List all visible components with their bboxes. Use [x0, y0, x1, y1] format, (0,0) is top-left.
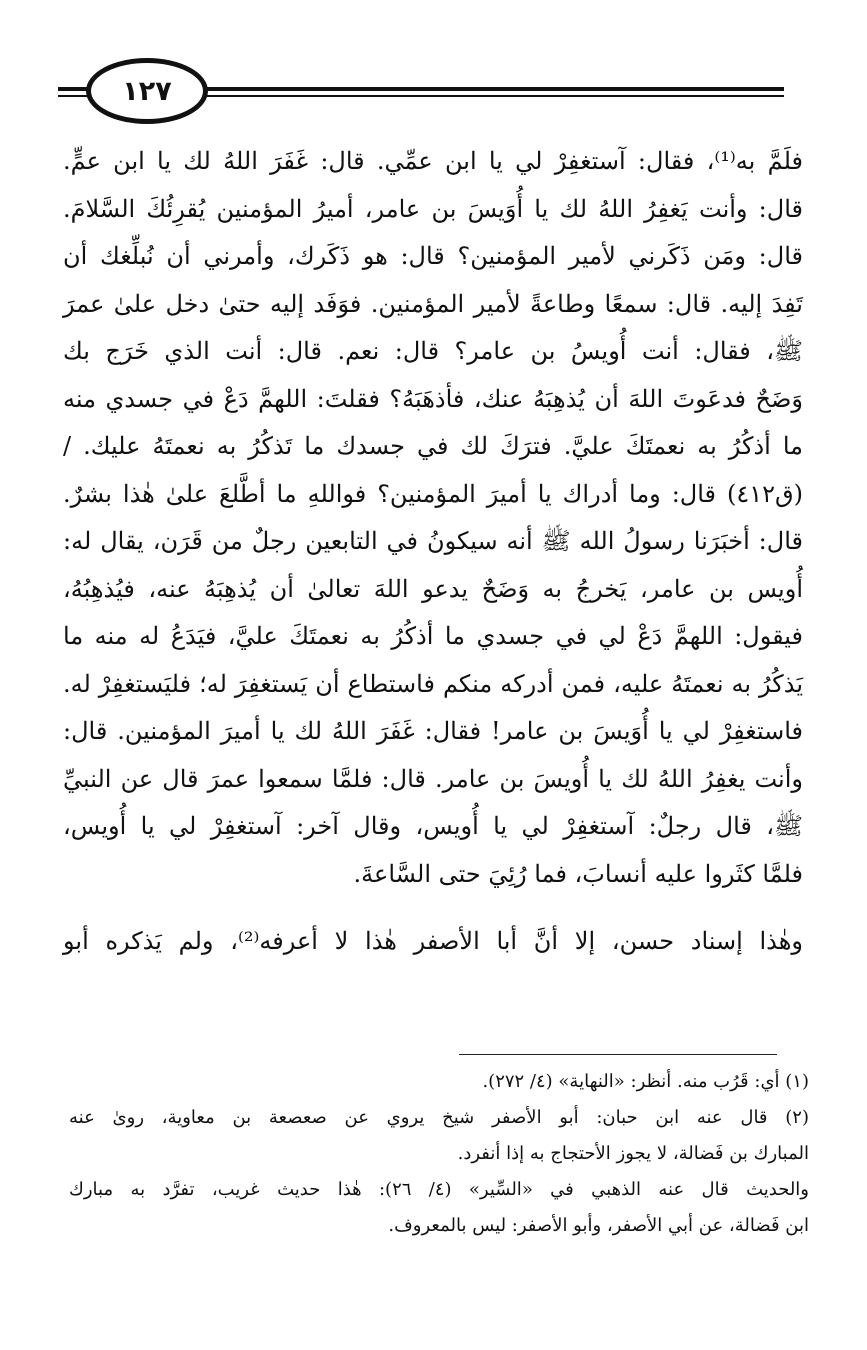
page-header [58, 58, 784, 130]
paragraph-line: وهٰذا إسناد حسن، إلا أنَّ أبا الأصفر هٰذا لا أعرفه⁽²⁾، ولم يَذكره أبو [63, 927, 803, 955]
text-line: أُويس بن عامر، يَخرجُ به وَضَحٌ يدعو اللهَ تعالىٰ أن يُذهِبَهُ عنه، فيُذهِبُهُ، [63, 574, 803, 603]
footnote-1: (١) أي: قَرُب منه. أنظر: «النهاية» (٤/ ٢٧٢). [482, 1071, 809, 1092]
page-number: ١٢٧ [122, 75, 172, 107]
footnote-2: (٢) قال عنه ابن حبان: أبو الأصفر شيخ يروي عن صعصعة بن معاوية، روىٰ عنه [69, 1107, 809, 1128]
footnote-separator [459, 1054, 777, 1055]
text-line: فلَمَّ به⁽¹⁾، فقال: آستغفِرْ لي يا ابن عمِّي. قال: غَفَرَ اللهُ لك يا ابن عمٍّ. [63, 147, 803, 175]
text-line: قال: وأنت يَغفِرُ اللهُ لك يا أُوَيسَ بن عامر، أميرُ المؤمنين يُقرِئُكَ السَّلامَ. [63, 194, 803, 223]
text-line: (ق٤١٢) قال: وما أدراك يا أميرَ المؤمنين؟ فواللهِ ما أطَّلعَ علىٰ هٰذا بشرٌ. [63, 479, 803, 508]
footnote-2-continued: والحديث قال عنه الذهبي في «السِّير» (٤/ ٢٦): هٰذا حديث غريب، تفرَّد به مبارك [69, 1179, 809, 1200]
footnotes [69, 1064, 809, 1244]
main-text [63, 138, 803, 966]
text-line: تَفِدَ إليه. قال: سمعًا وطاعةً لأمير المؤمنين. فوَفَد إليه حتىٰ دخل علىٰ عمرَ [63, 289, 803, 318]
text-line: ﷺ، قال رجلٌ: آستغفِرْ لي يا أُويس، وقال آخر: آستغفِرْ لي يا أُويس، [63, 812, 803, 840]
footnote-2-continued: المبارك بن فَضالة، لا يجوز الأحتجاج به إذا أنفرد. [457, 1143, 809, 1164]
text-line: وأنت يغفِرُ اللهُ لك يا أُويسَ بن عامر. قال: فلمَّا سمعوا عمرَ قال عن النبيِّ [63, 764, 803, 793]
text-line: فيقول: اللهمَّ دَعْ لي في جسدي ما أذكُرُ به نعمتَكَ عليَّ، فيَدَعُ له منه ما [63, 622, 803, 650]
text-line: قال: أخبَرَنا رسولُ الله ﷺ أنه سيكونُ في التابعين رجلٌ من قَرَن، يقال له: [63, 527, 803, 555]
text-line: يَذكُرُ به نعمتَهُ عليه، فمن أدركه منكم فاستطاع أن يَستغفِرَ له؛ فليَستغفِرْ له. [63, 669, 803, 698]
text-line: وَضَحٌ فدعَوتَ اللهَ أن يُذهِبَهُ عنك، فأذهَبَهُ؟ فقلتَ: اللهمَّ دَعْ في جسدي منه [63, 384, 803, 413]
footnote-2-continued: ابن فَضالة، عن أبي الأصفر، وأبو الأصفر: ليس بالمعروف. [388, 1215, 809, 1236]
text-line: ﷺ، فقال: أنت أُويسُ بن عامر؟ قال: نعم. قال: أنت الذي خَرَج بك [63, 337, 803, 365]
text-line: فلمَّا كثَروا عليه أنسابَ، فما رُئِيَ حتى السَّاعةَ. [353, 859, 803, 888]
page-number-badge [86, 58, 208, 124]
text-line: قال: ومَن ذَكَرني لأمير المؤمنين؟ قال: هو ذَكَرك، وأمرني أن نُبلِّغك أن [63, 242, 803, 270]
text-line: فاستغفِرْ لي يا أُوَيسَ بن عامر! فقال: غَفَرَ اللهُ لك يا أميرَ المؤمنين. قال: [63, 717, 803, 745]
text-line: ما أذكُرُ به نعمتَكَ عليَّ. فترَكَ لك في جسدك ما تَذكُرُ به نعمتَهُ عليك. / [63, 432, 803, 460]
